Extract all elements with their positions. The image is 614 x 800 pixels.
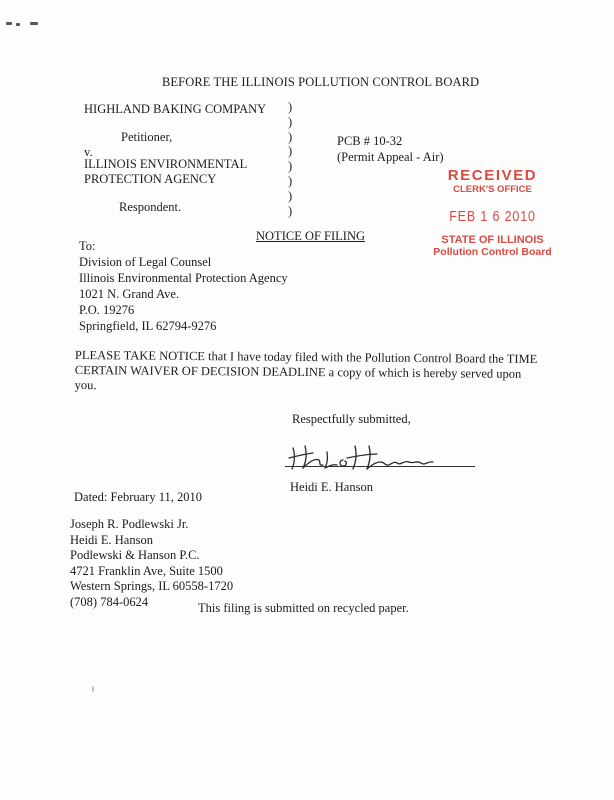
bracket-char: ): [288, 114, 293, 129]
body-line: PLEASE TAKE NOTICE that I have today filed with the Pollution Control Board the TIME: [74, 348, 538, 367]
petitioner-name: HIGHLAND BAKING COMPANY: [84, 102, 267, 116]
stamp-clerks-office: CLERK'S OFFICE: [453, 184, 532, 195]
body-line: you.: [74, 377, 97, 393]
bracket-char: ): [288, 100, 293, 114]
notice-body: [75, 348, 545, 397]
case-type: (Permit Appeal - Air): [337, 150, 444, 164]
body-line: CERTAIN WAIVER OF DECISION DEADLINE a copy of which is hereby served upon: [74, 362, 522, 381]
firm-line: Joseph R. Podlewski Jr.: [70, 517, 189, 531]
notice-title: NOTICE OF FILING: [256, 229, 366, 243]
bracket-char: ): [288, 159, 293, 174]
to-label: To:: [79, 239, 96, 253]
petitioner-role: Petitioner,: [121, 130, 173, 144]
firm-line: Western Springs, IL 60558-1720: [70, 579, 234, 593]
respondent-name-line1: ILLINOIS ENVIRONMENTAL: [84, 157, 248, 171]
bracket-char: ): [288, 144, 293, 159]
stamp-date: FEB 1 6 2010: [449, 209, 536, 225]
versus-label: v.: [84, 145, 93, 159]
firm-line: Podlewski & Hanson P.C.: [70, 548, 200, 562]
recipient-line: Springfield, IL 62794-9276: [79, 319, 217, 333]
bracket-char: ): [288, 129, 293, 144]
recipient-line: Illinois Environmental Protection Agency: [79, 271, 288, 285]
firm-line: 4721 Franklin Ave, Suite 1500: [70, 563, 223, 578]
case-number: PCB # 10-32: [337, 134, 403, 148]
closing: Respectfully submitted,: [292, 412, 411, 426]
firm-address: [70, 517, 233, 610]
board-title: BEFORE THE ILLINOIS POLLUTION CONTROL BOARD: [162, 75, 480, 89]
stamp-board: Pollution Control Board: [433, 246, 552, 258]
handwritten-signature: [285, 438, 480, 474]
respondent-role: Respondent.: [119, 200, 182, 214]
scan-artifact: [6, 22, 46, 32]
respondent-name-line2: PROTECTION AGENCY: [84, 172, 217, 186]
firm-line: (708) 784-0624: [70, 594, 149, 609]
stamp-state: STATE OF ILLINOIS: [441, 234, 544, 246]
signer-name: Heidi E. Hanson: [290, 480, 373, 494]
recycled-note: This filing is submitted on recycled paper.: [198, 601, 409, 615]
firm-line: Heidi E. Hanson: [70, 532, 153, 547]
dated-line: Dated: February 11, 2010: [74, 490, 202, 504]
signature-line: [285, 466, 475, 467]
recipient-address: [79, 238, 288, 334]
bracket-char: ): [288, 203, 293, 218]
recipient-line: Division of Legal Counsel: [79, 255, 212, 269]
recipient-line: P.O. 19276: [79, 303, 135, 317]
bracket-char: ): [288, 173, 293, 188]
bracket-char: ): [288, 188, 293, 203]
case-info: [337, 133, 444, 165]
recipient-line: 1021 N. Grand Ave.: [79, 287, 180, 301]
scan-speck: [92, 686, 94, 692]
stamp-received: RECEIVED: [447, 167, 538, 184]
received-stamp: [425, 168, 560, 258]
caption-bracket: [288, 100, 300, 218]
